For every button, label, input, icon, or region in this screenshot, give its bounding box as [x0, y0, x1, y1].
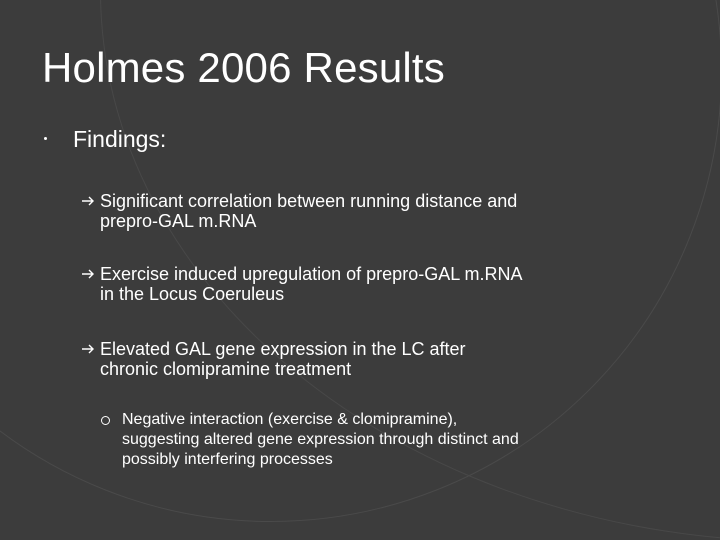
sub-bullet-text-line: suggesting altered gene expression through distinct and	[122, 431, 519, 448]
dot-bullet-icon	[44, 137, 47, 140]
bullet-text-line: chronic clomipramine treatment	[100, 359, 352, 379]
bullet-text-line: Exercise induced upregulation of prepro-GAL m.RNA	[100, 264, 523, 284]
bullet-item	[80, 191, 640, 231]
sub-bullet-item	[101, 410, 641, 470]
arrow-bullet-icon	[80, 267, 98, 281]
hollow-circle-bullet-icon	[101, 416, 110, 425]
bullet-text-line: prepro-GAL m.RNA	[100, 211, 257, 231]
heading-bullet	[44, 126, 166, 153]
bullet-item	[80, 339, 640, 379]
bullet-text-line: Significant correlation between running distance and	[100, 191, 518, 211]
sub-bullet-text-line: Negative interaction (exercise & clomipramine),	[122, 411, 458, 428]
sub-bullet-text-line: possibly interfering processes	[122, 451, 333, 468]
bullet-item	[80, 264, 640, 304]
bullet-text-line: Elevated GAL gene expression in the LC after	[100, 339, 466, 359]
arrow-bullet-icon	[80, 194, 98, 208]
heading-text: Findings:	[73, 126, 167, 152]
arrow-bullet-icon	[80, 342, 98, 356]
bullet-text-line: in the Locus Coeruleus	[100, 284, 285, 304]
slide-title: Holmes 2006 Results	[42, 44, 445, 91]
